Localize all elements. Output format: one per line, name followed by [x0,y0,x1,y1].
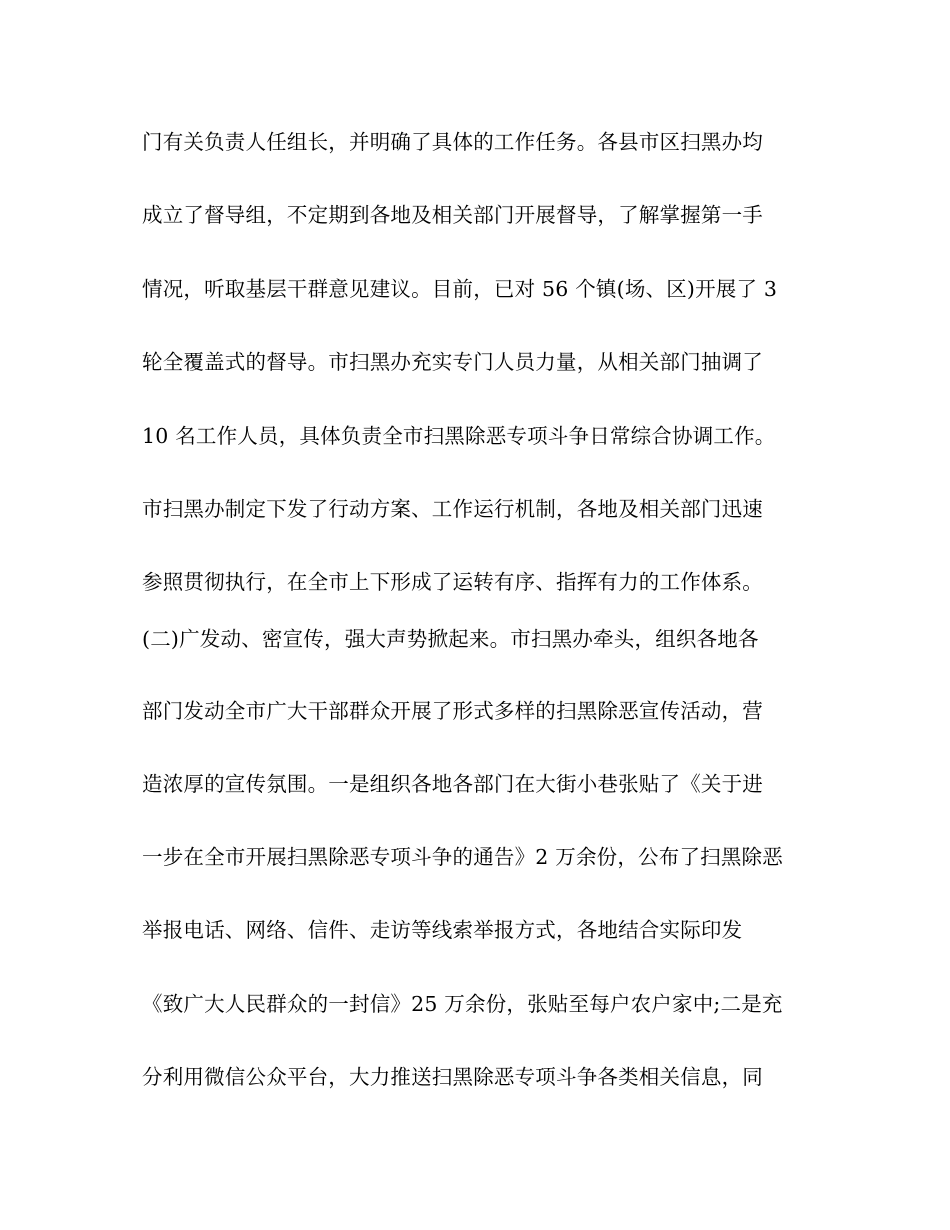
text-line: 一步在全市开展扫黑除恶专项斗争的通告》2 万余份，公布了扫黑除恶 [142,845,783,869]
text-line: 举报电话、网络、信件、走访等线索举报方式，各地结合实际印发 [142,918,743,942]
text-line: 成立了督导组，不定期到各地及相关部门开展督导，了解掌握第一手 [142,203,763,227]
text-line: 市扫黑办制定下发了行动方案、工作运行机制，各地及相关部门迅速 [142,497,763,521]
text-line: 参照贯彻执行，在全市上下形成了运转有序、指挥有力的工作体系。 [142,570,763,594]
text-line: 分利用微信公众平台，大力推送扫黑除恶专项斗争各类相关信息，同 [142,1065,763,1089]
text-line: (二)广发动、密宣传，强大声势掀起来。市扫黑办牵头，组织各地各 [142,627,759,651]
text-line: 《致广大人民群众的一封信》25 万余份，张贴至每户农户家中;二是充 [142,992,783,1016]
text-line: 10 名工作人员，具体负责全市扫黑除恶专项斗争日常综合协调工作。 [142,424,776,448]
text-line: 情况，听取基层干群意见建议。目前，已对 56 个镇(场、区)开展了 3 [142,277,778,301]
text-line: 门有关负责人任组长，并明确了具体的工作任务。各县市区扫黑办均 [142,130,763,154]
text-line: 轮全覆盖式的督导。市扫黑办充实专门人员力量，从相关部门抽调了 [142,350,763,374]
text-line: 造浓厚的宣传氛围。一是组织各地各部门在大街小巷张贴了《关于进 [142,772,763,796]
text-line: 部门发动全市广大干部群众开展了形式多样的扫黑除恶宣传活动，营 [142,699,763,723]
